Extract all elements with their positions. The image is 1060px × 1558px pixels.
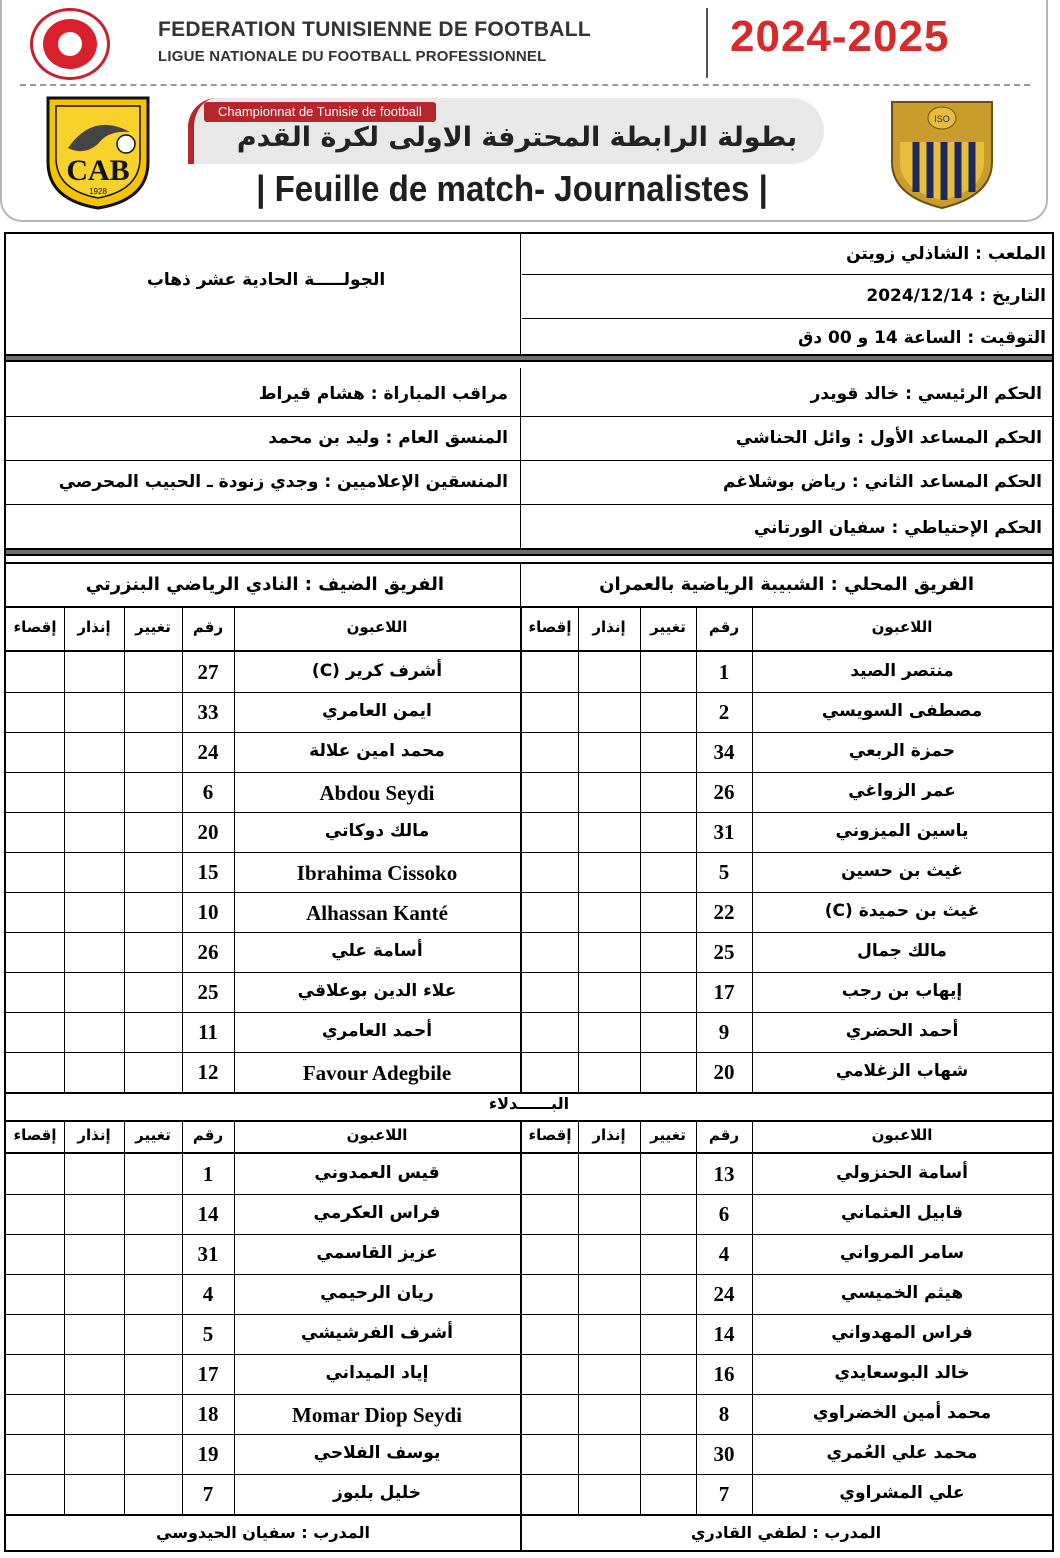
grid-line [640,606,641,650]
grid-line [578,606,579,650]
column-header-players: اللاعبون [871,618,933,636]
grid-line [6,1474,520,1475]
player-name: Abdou Seydi [319,781,435,805]
grid-line [6,812,520,813]
player-number: 7 [202,1482,214,1506]
player-name: ايمن العامري [322,701,432,721]
grid-line [6,932,520,933]
player-name: محمد أمين الخضراوي [812,1403,992,1423]
grid-line [6,1434,520,1435]
grid-line [522,1012,1052,1013]
grid-line [182,652,183,1092]
player-number: 12 [197,1060,219,1084]
player-number: 25 [197,980,219,1004]
player-number: 31 [197,1242,219,1266]
grid-line [64,1120,65,1152]
column-header-warning: إنذار [77,618,111,636]
player-name: أحمد العامري [321,1021,433,1041]
grid-line [520,606,522,650]
player-number: 15 [197,860,219,884]
player-number: 4 [718,1242,730,1266]
grid-line [752,652,753,1092]
assistant-referee-2: الحكم المساعد الثاني : رياض بوشلاغم [723,472,1042,492]
player-name: إياد الميداني [325,1363,429,1383]
column-header-sub: تغيير [650,618,686,636]
player-name: Momar Diop Seydi [292,1403,462,1427]
grid-line [752,606,753,650]
season-label: 2024-2025 [730,12,950,61]
player-number: 13 [713,1162,735,1186]
grid-line [6,1274,520,1275]
player-name: محمد علي العُمري [826,1443,978,1463]
grid-line [522,772,1052,773]
grid-line [578,652,579,1092]
grid-line [522,1052,1052,1053]
away-coach: المدرب : سفيان الحيدوسي [156,1523,370,1542]
column-header-expulsion: إقصاء [13,1126,57,1144]
grid-line [522,852,1052,853]
player-name: فراس العكرمي [313,1203,441,1223]
grid-line [6,1194,520,1195]
home-coach: المدرب : لطفي القادري [690,1523,882,1542]
player-name: غيث بن حسين [841,861,963,881]
home-team-label: الفريق المحلي : الشبيبة الرياضية بالعمران [599,574,974,595]
player-number: 31 [713,820,735,844]
column-header-players: اللاعبون [871,1126,933,1144]
grid-line [6,1052,520,1053]
player-number: 26 [197,940,219,964]
grid-line [6,1152,1052,1154]
column-header-players: اللاعبون [346,618,408,636]
player-number: 10 [197,900,219,924]
grid-line [182,1154,183,1514]
column-header-number: رقم [192,1126,224,1144]
player-number: 2 [718,700,730,724]
player-number: 6 [202,780,214,804]
grid-line [640,1154,641,1514]
date-label: التاريخ : 2024/12/14 [866,286,1046,306]
grid-line [522,1234,1052,1235]
player-name: غيث بن حميدة (C) [824,901,980,921]
cab-logo-year: 1928 [89,187,107,196]
player-name: قيس العمدوني [314,1163,440,1183]
player-number: 1 [202,1162,214,1186]
grid-line [6,650,1052,652]
column-header-warning: إنذار [77,1126,111,1144]
grid-line [522,1354,1052,1355]
grid-line [520,1514,522,1550]
fourth-official: الحكم الإحتياطي : سفيان الورتاني [753,518,1042,538]
player-name: منتصر الصيد [850,661,954,681]
grid-line [640,1120,641,1152]
grid-line [234,1154,235,1514]
grid-line [6,1012,520,1013]
dashed-divider [20,84,1030,86]
player-name: محمد امين علالة [309,741,445,761]
grid-line [578,1120,579,1152]
grid-line [696,652,697,1092]
column-header-number: رقم [708,618,740,636]
grid-line [696,1154,697,1514]
player-number: 8 [718,1402,730,1426]
grid-line [522,972,1052,973]
player-name: فراس المهدواني [831,1323,973,1343]
header-banner [0,0,1048,222]
column-header-number: رقم [708,1126,740,1144]
column-header-number: رقم [192,618,224,636]
player-name: أشرف كرير (C) [311,661,443,681]
player-name: خالد البوسعايدي [834,1363,970,1383]
grid-line [234,606,235,650]
grid-line [124,1154,125,1514]
player-name: حمزة الربعي [848,741,956,761]
player-number: 20 [713,1060,735,1084]
sheet-title: | Feuille de match- Journalistes | [256,168,768,209]
championship-tag: Championnat de Tunisie de football [204,102,436,122]
header-divider [706,8,708,78]
cab-logo-text: CAB [66,154,130,187]
assistant-referee-1: الحكم المساعد الأول : وائل الحناشي [735,428,1042,448]
grid-line [124,606,125,650]
player-name: أشرف الفرشيشي [301,1323,453,1343]
grid-line [182,1120,183,1152]
home-team-logo [886,96,998,212]
player-name: سامر المرواني [839,1243,965,1263]
grid-line [578,1154,579,1514]
player-number: 14 [713,1322,735,1346]
player-number: 17 [197,1362,219,1386]
media-coordinators: المنسقين الإعلاميين : وجدي زنودة ـ الحبيب المحرصي [58,472,508,492]
grid-line [522,1434,1052,1435]
player-number: 18 [197,1402,219,1426]
column-header-players: اللاعبون [346,1126,408,1144]
player-name: ياسين الميزوني [835,821,969,841]
player-number: 27 [197,660,219,684]
cab-logo [38,92,158,212]
grid-line [752,1120,753,1152]
player-name: مالك دوكاتي [324,821,430,841]
ftf-logo [30,8,110,80]
column-header-expulsion: إقصاء [528,618,572,636]
grid-line [6,772,520,773]
home-logo-text: ISO [934,114,950,124]
player-number: 5 [202,1322,214,1346]
grid-line [64,1154,65,1514]
grid-line [752,1154,753,1514]
grid-line [6,1120,1052,1122]
player-number: 7 [718,1482,730,1506]
grid-line [6,1314,520,1315]
grid-line [6,972,520,973]
player-number: 25 [713,940,735,964]
grid-line [6,1234,520,1235]
general-coordinator: المنسق العام : وليد بن محمد [268,428,508,448]
player-name: Alhassan Kanté [306,901,448,925]
column-header-warning: إنذار [592,1126,626,1144]
player-name: أسامة الحنزولي [836,1163,968,1183]
player-number: 34 [713,740,735,764]
section-divider [6,354,1052,362]
player-number: 22 [713,900,735,924]
substitutes-label: البــــــدلاء [488,1094,570,1113]
column-header-warning: إنذار [592,618,626,636]
grid-line [124,1120,125,1152]
grid-line [522,892,1052,893]
grid-line [522,1474,1052,1475]
referee: الحكم الرئيسي : خالد قويدر [810,384,1042,404]
grid-line [520,1120,522,1152]
player-name: مصطفى السويسي [821,701,983,721]
grid-line [234,1120,235,1152]
player-number: 14 [197,1202,219,1226]
player-name: أسامة علي [331,941,423,961]
player-number: 1 [718,660,730,684]
player-name: إيهاب بن رجب [841,981,963,1001]
player-number: 6 [718,1202,730,1226]
column-header-expulsion: إقصاء [13,618,57,636]
player-name: ريان الرحيمي [320,1283,434,1303]
player-number: 17 [713,980,735,1004]
player-number: 26 [713,780,735,804]
stadium-label: الملعب : الشاذلي زويتن [846,244,1046,264]
grid-line [6,562,1052,564]
championship-arabic: بطولة الرابطة المحترفة الاولى لكرة القدم [236,122,798,153]
player-number: 24 [197,740,219,764]
grid-line [6,692,520,693]
grid-line [522,692,1052,693]
grid-line [522,812,1052,813]
player-name: شهاب الزغلامي [835,1061,969,1081]
player-name: عزيز القاسمي [316,1243,438,1263]
player-name: عمر الزواغي [848,781,956,801]
grid-line [6,852,520,853]
league-name: LIGUE NATIONALE DU FOOTBALL PROFESSIONNEL [158,48,547,65]
player-name: قابيل العثماني [840,1203,964,1223]
player-name: علاء الدين بوعلاقي [297,981,457,1001]
grid-line [6,732,520,733]
grid-line [522,932,1052,933]
player-number: 9 [718,1020,730,1044]
player-number: 24 [713,1282,735,1306]
player-name: مالك جمال [857,941,947,961]
player-number: 4 [202,1282,214,1306]
grid-line [6,1394,520,1395]
grid-line [640,652,641,1092]
column-header-sub: تغيير [135,1126,171,1144]
column-header-sub: تغيير [650,1126,686,1144]
round-label: الجولـــــة الحادية عشر ذهاب [146,270,386,290]
player-name: Favour Adegbile [302,1061,452,1085]
grid-line [6,606,1052,608]
grid-line [6,892,520,893]
match-commissioner: مراقب المباراة : هشام قيراط [258,384,508,404]
player-number: 11 [198,1020,218,1044]
player-name: يوسف الفلاحي [313,1443,441,1463]
grid-line [124,652,125,1092]
grid-line [520,1154,522,1514]
grid-line [522,732,1052,733]
player-name: أحمد الحضري [845,1021,959,1041]
player-name: Ibrahima Cissoko [296,861,458,885]
section-divider [6,548,1052,556]
grid-line [522,1314,1052,1315]
time-label: التوقيت : الساعة 14 و 00 دق [798,328,1046,348]
player-number: 20 [197,820,219,844]
grid-line [522,1194,1052,1195]
grid-line [64,652,65,1092]
player-number: 5 [718,860,730,884]
grid-line [522,1394,1052,1395]
player-number: 33 [197,700,219,724]
player-number: 19 [197,1442,219,1466]
column-header-expulsion: إقصاء [528,1126,572,1144]
grid-line [696,606,697,650]
federation-name: FEDERATION TUNISIENNE DE FOOTBALL [158,18,592,41]
grid-line [6,1354,520,1355]
grid-line [520,652,522,1092]
player-name: علي المشراوي [839,1483,965,1503]
away-team-label: الفريق الضيف : النادي الرياضي البنزرتي [85,574,444,595]
grid-line [64,606,65,650]
grid-line [6,1514,1052,1516]
match-sheet [4,232,1054,1552]
grid-line [522,1274,1052,1275]
player-number: 30 [713,1442,735,1466]
player-name: خليل بلبوز [333,1483,421,1503]
grid-line [234,652,235,1092]
column-header-sub: تغيير [135,618,171,636]
grid-line [182,606,183,650]
player-number: 16 [713,1362,735,1386]
player-name: هيثم الخميسي [840,1283,964,1303]
grid-line [696,1120,697,1152]
